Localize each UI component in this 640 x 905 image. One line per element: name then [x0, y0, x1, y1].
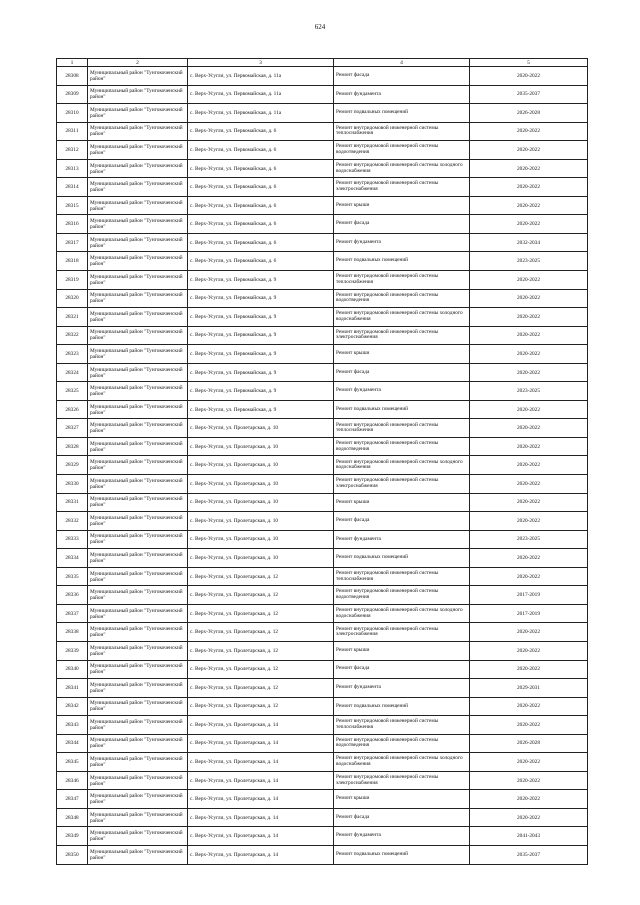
- table-row: [57, 326, 588, 345]
- table-row: [57, 530, 588, 549]
- row-number: 28344: [57, 734, 88, 753]
- row-number: 28331: [57, 493, 88, 512]
- column-header: 4: [334, 59, 470, 67]
- table-row: [57, 549, 588, 568]
- period-cell: 2020-2022: [470, 345, 588, 364]
- work-type-cell: Ремонт подвальных помещений: [334, 104, 470, 123]
- row-number: 28330: [57, 475, 88, 494]
- municipality-cell: Муниципальный район "Тунгокоченский район": [88, 586, 188, 605]
- row-number: 28308: [57, 67, 88, 86]
- address-cell: с. Верх-Усугли, ул. Пролетарская, д. 10: [188, 512, 334, 531]
- address-cell: с. Верх-Усугли, ул. Первомайская, д. 11а: [188, 67, 334, 86]
- work-type-cell: Ремонт фасада: [334, 512, 470, 531]
- table-row: [57, 456, 588, 475]
- period-cell: 2020-2022: [470, 437, 588, 456]
- municipality-cell: Муниципальный район "Тунгокоченский район": [88, 549, 188, 568]
- address-cell: с. Верх-Усугли, ул. Пролетарская, д. 14: [188, 771, 334, 790]
- municipality-cell: Муниципальный район "Тунгокоченский район": [88, 697, 188, 716]
- work-type-cell: Ремонт фундамента: [334, 679, 470, 698]
- period-cell: 2020-2022: [470, 456, 588, 475]
- work-type-cell: Ремонт внутридомовой инженерной системы водоотведения: [334, 289, 470, 308]
- municipality-cell: Муниципальный район "Тунгокоченский район": [88, 567, 188, 586]
- table-row: [57, 623, 588, 642]
- municipality-cell: Муниципальный район "Тунгокоченский район": [88, 363, 188, 382]
- table-row: [57, 697, 588, 716]
- work-type-cell: Ремонт фасада: [334, 660, 470, 679]
- address-cell: с. Верх-Усугли, ул. Пролетарская, д. 14: [188, 716, 334, 735]
- municipality-cell: Муниципальный район "Тунгокоченский район": [88, 382, 188, 401]
- table-row: [57, 512, 588, 531]
- row-number: 28333: [57, 530, 88, 549]
- address-cell: с. Верх-Усугли, ул. Пролетарская, д. 12: [188, 641, 334, 660]
- municipality-cell: Муниципальный район "Тунгокоченский район": [88, 419, 188, 438]
- row-number: 28348: [57, 808, 88, 827]
- period-cell: 2035-2037: [470, 845, 588, 864]
- address-cell: с. Верх-Усугли, ул. Пролетарская, д. 10: [188, 549, 334, 568]
- address-cell: с. Верх-Усугли, ул. Пролетарская, д. 12: [188, 660, 334, 679]
- row-number: 28347: [57, 790, 88, 809]
- table-row: [57, 567, 588, 586]
- period-cell: 2032-2034: [470, 233, 588, 252]
- address-cell: с. Верх-Усугли, ул. Пролетарская, д. 10: [188, 493, 334, 512]
- municipality-cell: Муниципальный район "Тунгокоченский район": [88, 308, 188, 327]
- municipality-cell: Муниципальный район "Тунгокоченский район": [88, 289, 188, 308]
- municipality-cell: Муниципальный район "Тунгокоченский район": [88, 641, 188, 660]
- municipality-cell: Муниципальный район "Тунгокоченский район": [88, 326, 188, 345]
- work-type-cell: Ремонт подвальных помещений: [334, 845, 470, 864]
- work-type-cell: Ремонт внутридомовой инженерной системы холодного водоснабжения: [334, 456, 470, 475]
- period-cell: 2020-2022: [470, 808, 588, 827]
- table-row: [57, 252, 588, 271]
- table-row: [57, 790, 588, 809]
- work-type-cell: Ремонт внутридомовой инженерной системы электроснабжения: [334, 326, 470, 345]
- table-row: [57, 289, 588, 308]
- table-row: [57, 845, 588, 864]
- period-cell: 2017-2019: [470, 586, 588, 605]
- table-row: [57, 233, 588, 252]
- table-row: [57, 104, 588, 123]
- work-type-cell: Ремонт фундамента: [334, 530, 470, 549]
- row-number: 28345: [57, 753, 88, 772]
- table-row: [57, 141, 588, 160]
- row-number: 28342: [57, 697, 88, 716]
- row-number: 28341: [57, 679, 88, 698]
- period-cell: 2020-2022: [470, 771, 588, 790]
- municipality-cell: Муниципальный район "Тунгокоченский район": [88, 159, 188, 178]
- work-type-cell: Ремонт крыши: [334, 196, 470, 215]
- municipality-cell: Муниципальный район "Тунгокоченский район": [88, 400, 188, 419]
- row-number: 28349: [57, 827, 88, 846]
- address-cell: с. Верх-Усугли, ул. Первомайская, д. 9: [188, 308, 334, 327]
- period-cell: 2020-2022: [470, 289, 588, 308]
- table-row: [57, 753, 588, 772]
- row-number: 28339: [57, 641, 88, 660]
- column-header: 2: [88, 59, 188, 67]
- municipality-cell: Муниципальный район "Тунгокоченский район": [88, 271, 188, 290]
- period-cell: 2020-2022: [470, 512, 588, 531]
- period-cell: 2020-2022: [470, 697, 588, 716]
- period-cell: 2026-2028: [470, 104, 588, 123]
- period-cell: 2020-2022: [470, 623, 588, 642]
- period-cell: 2020-2022: [470, 141, 588, 160]
- table-row: [57, 437, 588, 456]
- work-type-cell: Ремонт внутридомовой инженерной системы водоотведения: [334, 586, 470, 605]
- period-cell: 2020-2022: [470, 400, 588, 419]
- row-number: 28310: [57, 104, 88, 123]
- table-row: [57, 122, 588, 141]
- table-row: [57, 734, 588, 753]
- row-number: 28337: [57, 604, 88, 623]
- address-cell: с. Верх-Усугли, ул. Пролетарская, д. 14: [188, 734, 334, 753]
- column-header: 3: [188, 59, 334, 67]
- municipality-cell: Муниципальный район "Тунгокоченский район": [88, 716, 188, 735]
- work-type-cell: Ремонт внутридомовой инженерной системы электроснабжения: [334, 771, 470, 790]
- work-type-cell: Ремонт внутридомовой инженерной системы электроснабжения: [334, 178, 470, 197]
- table-row: [57, 641, 588, 660]
- period-cell: 2026-2028: [470, 734, 588, 753]
- row-number: 28323: [57, 345, 88, 364]
- address-cell: с. Верх-Усугли, ул. Пролетарская, д. 12: [188, 567, 334, 586]
- municipality-cell: Муниципальный район "Тунгокоченский район": [88, 215, 188, 234]
- table-row: [57, 771, 588, 790]
- table-body: [57, 67, 588, 865]
- work-type-cell: Ремонт внутридомовой инженерной системы холодного водоснабжения: [334, 753, 470, 772]
- address-cell: с. Верх-Усугли, ул. Пролетарская, д. 14: [188, 827, 334, 846]
- registry-table: [56, 58, 588, 865]
- address-cell: с. Верх-Усугли, ул. Пролетарская, д. 14: [188, 753, 334, 772]
- table-row: [57, 827, 588, 846]
- table-row: [57, 604, 588, 623]
- address-cell: с. Верх-Усугли, ул. Пролетарская, д. 12: [188, 604, 334, 623]
- table-row: [57, 660, 588, 679]
- period-cell: 2020-2022: [470, 178, 588, 197]
- period-cell: 2020-2022: [470, 641, 588, 660]
- period-cell: 2020-2022: [470, 493, 588, 512]
- table-row: [57, 679, 588, 698]
- period-cell: 2020-2022: [470, 363, 588, 382]
- work-type-cell: Ремонт внутридомовой инженерной системы теплоснабжения: [334, 419, 470, 438]
- table-row: [57, 159, 588, 178]
- period-cell: 2020-2022: [470, 716, 588, 735]
- address-cell: с. Верх-Усугли, ул. Пролетарская, д. 12: [188, 623, 334, 642]
- table-row: [57, 363, 588, 382]
- work-type-cell: Ремонт внутридомовой инженерной системы водоотведения: [334, 437, 470, 456]
- row-number: 28343: [57, 716, 88, 735]
- row-number: 28316: [57, 215, 88, 234]
- municipality-cell: Муниципальный район "Тунгокоченский район": [88, 845, 188, 864]
- row-number: 28340: [57, 660, 88, 679]
- period-cell: 2029-2031: [470, 679, 588, 698]
- address-cell: с. Верх-Усугли, ул. Первомайская, д. 6: [188, 233, 334, 252]
- table-row: [57, 586, 588, 605]
- table-row: [57, 67, 588, 86]
- row-number: 28327: [57, 419, 88, 438]
- header-row: [57, 59, 588, 67]
- address-cell: с. Верх-Усугли, ул. Первомайская, д. 9: [188, 400, 334, 419]
- address-cell: с. Верх-Усугли, ул. Первомайская, д. 11а: [188, 104, 334, 123]
- period-cell: 2020-2022: [470, 419, 588, 438]
- municipality-cell: Муниципальный район "Тунгокоченский район": [88, 530, 188, 549]
- row-number: 28328: [57, 437, 88, 456]
- address-cell: с. Верх-Усугли, ул. Первомайская, д. 6: [188, 141, 334, 160]
- period-cell: 2020-2022: [470, 159, 588, 178]
- period-cell: 2020-2022: [470, 326, 588, 345]
- table-row: [57, 808, 588, 827]
- period-cell: 2023-2025: [470, 382, 588, 401]
- municipality-cell: Муниципальный район "Тунгокоченский район": [88, 141, 188, 160]
- municipality-cell: Муниципальный район "Тунгокоченский район": [88, 122, 188, 141]
- municipality-cell: Муниципальный район "Тунгокоченский район": [88, 475, 188, 494]
- row-number: 28334: [57, 549, 88, 568]
- row-number: 28319: [57, 271, 88, 290]
- row-number: 28313: [57, 159, 88, 178]
- work-type-cell: Ремонт крыши: [334, 345, 470, 364]
- period-cell: 2020-2022: [470, 753, 588, 772]
- table-row: [57, 178, 588, 197]
- period-cell: 2020-2022: [470, 308, 588, 327]
- row-number: 28338: [57, 623, 88, 642]
- work-type-cell: Ремонт крыши: [334, 790, 470, 809]
- table-row: [57, 85, 588, 104]
- address-cell: с. Верх-Усугли, ул. Первомайская, д. 9: [188, 289, 334, 308]
- work-type-cell: Ремонт внутридомовой инженерной системы теплоснабжения: [334, 716, 470, 735]
- address-cell: с. Верх-Усугли, ул. Первомайская, д. 6: [188, 215, 334, 234]
- municipality-cell: Муниципальный район "Тунгокоченский район": [88, 734, 188, 753]
- municipality-cell: Муниципальный район "Тунгокоченский район": [88, 604, 188, 623]
- period-cell: 2020-2022: [470, 67, 588, 86]
- work-type-cell: Ремонт фундамента: [334, 827, 470, 846]
- row-number: 28324: [57, 363, 88, 382]
- row-number: 28329: [57, 456, 88, 475]
- work-type-cell: Ремонт фундамента: [334, 85, 470, 104]
- table-row: [57, 345, 588, 364]
- row-number: 28336: [57, 586, 88, 605]
- period-cell: 2023-2025: [470, 530, 588, 549]
- row-number: 28320: [57, 289, 88, 308]
- address-cell: с. Верх-Усугли, ул. Первомайская, д. 9: [188, 363, 334, 382]
- municipality-cell: Муниципальный район "Тунгокоченский район": [88, 252, 188, 271]
- work-type-cell: Ремонт внутридомовой инженерной системы теплоснабжения: [334, 567, 470, 586]
- address-cell: с. Верх-Усугли, ул. Пролетарская, д. 12: [188, 697, 334, 716]
- address-cell: с. Верх-Усугли, ул. Пролетарская, д. 10: [188, 475, 334, 494]
- address-cell: с. Верх-Усугли, ул. Пролетарская, д. 10: [188, 456, 334, 475]
- municipality-cell: Муниципальный район "Тунгокоченский район": [88, 456, 188, 475]
- address-cell: с. Верх-Усугли, ул. Первомайская, д. 9: [188, 382, 334, 401]
- municipality-cell: Муниципальный район "Тунгокоченский район": [88, 233, 188, 252]
- address-cell: с. Верх-Усугли, ул. Первомайская, д. 9: [188, 271, 334, 290]
- work-type-cell: Ремонт внутридомовой инженерной системы холодного водоснабжения: [334, 604, 470, 623]
- work-type-cell: Ремонт подвальных помещений: [334, 549, 470, 568]
- row-number: 28321: [57, 308, 88, 327]
- municipality-cell: Муниципальный район "Тунгокоченский район": [88, 660, 188, 679]
- municipality-cell: Муниципальный район "Тунгокоченский район": [88, 808, 188, 827]
- work-type-cell: Ремонт фасада: [334, 215, 470, 234]
- address-cell: с. Верх-Усугли, ул. Первомайская, д. 11а: [188, 85, 334, 104]
- row-number: 28335: [57, 567, 88, 586]
- work-type-cell: Ремонт внутридомовой инженерной системы теплоснабжения: [334, 271, 470, 290]
- address-cell: с. Верх-Усугли, ул. Пролетарская, д. 14: [188, 808, 334, 827]
- work-type-cell: Ремонт внутридомовой инженерной системы водоотведения: [334, 734, 470, 753]
- work-type-cell: Ремонт внутридомовой инженерной системы электроснабжения: [334, 623, 470, 642]
- address-cell: с. Верх-Усугли, ул. Пролетарская, д. 14: [188, 845, 334, 864]
- municipality-cell: Муниципальный район "Тунгокоченский район": [88, 679, 188, 698]
- work-type-cell: Ремонт подвальных помещений: [334, 252, 470, 271]
- row-number: 28350: [57, 845, 88, 864]
- work-type-cell: Ремонт внутридомовой инженерной системы теплоснабжения: [334, 122, 470, 141]
- work-type-cell: Ремонт внутридомовой инженерной системы электроснабжения: [334, 475, 470, 494]
- work-type-cell: Ремонт фундамента: [334, 382, 470, 401]
- municipality-cell: Муниципальный район "Тунгокоченский район": [88, 790, 188, 809]
- municipality-cell: Муниципальный район "Тунгокоченский район": [88, 512, 188, 531]
- work-type-cell: Ремонт крыши: [334, 493, 470, 512]
- address-cell: с. Верх-Усугли, ул. Пролетарская, д. 14: [188, 790, 334, 809]
- municipality-cell: Муниципальный район "Тунгокоченский район": [88, 753, 188, 772]
- address-cell: с. Верх-Усугли, ул. Первомайская, д. 6: [188, 196, 334, 215]
- row-number: 28317: [57, 233, 88, 252]
- table-row: [57, 308, 588, 327]
- municipality-cell: Муниципальный район "Тунгокоченский район": [88, 827, 188, 846]
- work-type-cell: Ремонт внутридомовой инженерной системы водоотведения: [334, 141, 470, 160]
- address-cell: с. Верх-Усугли, ул. Первомайская, д. 6: [188, 122, 334, 141]
- work-type-cell: Ремонт фасада: [334, 67, 470, 86]
- period-cell: 2023-2025: [470, 252, 588, 271]
- row-number: 28315: [57, 196, 88, 215]
- municipality-cell: Муниципальный район "Тунгокоченский район": [88, 771, 188, 790]
- address-cell: с. Верх-Усугли, ул. Первомайская, д. 6: [188, 159, 334, 178]
- address-cell: с. Верх-Усугли, ул. Первомайская, д. 6: [188, 252, 334, 271]
- address-cell: с. Верх-Усугли, ул. Первомайская, д. 9: [188, 345, 334, 364]
- period-cell: 2020-2022: [470, 215, 588, 234]
- table-row: [57, 196, 588, 215]
- row-number: 28325: [57, 382, 88, 401]
- municipality-cell: Муниципальный район "Тунгокоченский район": [88, 196, 188, 215]
- row-number: 28326: [57, 400, 88, 419]
- row-number: 28314: [57, 178, 88, 197]
- address-cell: с. Верх-Усугли, ул. Пролетарская, д. 10: [188, 419, 334, 438]
- row-number: 28322: [57, 326, 88, 345]
- period-cell: 2020-2022: [470, 549, 588, 568]
- table-row: [57, 716, 588, 735]
- column-header: 5: [470, 59, 588, 67]
- municipality-cell: Муниципальный район "Тунгокоченский район": [88, 85, 188, 104]
- period-cell: 2020-2022: [470, 567, 588, 586]
- work-type-cell: Ремонт фундамента: [334, 233, 470, 252]
- work-type-cell: Ремонт подвальных помещений: [334, 697, 470, 716]
- address-cell: с. Верх-Усугли, ул. Первомайская, д. 9: [188, 326, 334, 345]
- municipality-cell: Муниципальный район "Тунгокоченский район": [88, 104, 188, 123]
- period-cell: 2020-2022: [470, 196, 588, 215]
- row-number: 28311: [57, 122, 88, 141]
- table-row: [57, 493, 588, 512]
- address-cell: с. Верх-Усугли, ул. Пролетарская, д. 12: [188, 679, 334, 698]
- municipality-cell: Муниципальный район "Тунгокоченский район": [88, 437, 188, 456]
- period-cell: 2020-2022: [470, 271, 588, 290]
- address-cell: с. Верх-Усугли, ул. Пролетарская, д. 10: [188, 530, 334, 549]
- address-cell: с. Верх-Усугли, ул. Пролетарская, д. 10: [188, 437, 334, 456]
- work-type-cell: Ремонт фасада: [334, 363, 470, 382]
- row-number: 28309: [57, 85, 88, 104]
- period-cell: 2017-2019: [470, 604, 588, 623]
- work-type-cell: Ремонт внутридомовой инженерной системы холодного водоснабжения: [334, 159, 470, 178]
- row-number: 28346: [57, 771, 88, 790]
- period-cell: 2035-2037: [470, 85, 588, 104]
- table-row: [57, 475, 588, 494]
- municipality-cell: Муниципальный район "Тунгокоченский район": [88, 67, 188, 86]
- municipality-cell: Муниципальный район "Тунгокоченский район": [88, 493, 188, 512]
- row-number: 28312: [57, 141, 88, 160]
- period-cell: 2020-2022: [470, 475, 588, 494]
- municipality-cell: Муниципальный район "Тунгокоченский район": [88, 178, 188, 197]
- municipality-cell: Муниципальный район "Тунгокоченский район": [88, 345, 188, 364]
- period-cell: 2020-2022: [470, 122, 588, 141]
- work-type-cell: Ремонт внутридомовой инженерной системы холодного водоснабжения: [334, 308, 470, 327]
- row-number: 28332: [57, 512, 88, 531]
- municipality-cell: Муниципальный район "Тунгокоченский район": [88, 623, 188, 642]
- table-row: [57, 419, 588, 438]
- table-row: [57, 271, 588, 290]
- period-cell: 2020-2022: [470, 790, 588, 809]
- page-number: 624: [314, 23, 326, 31]
- work-type-cell: Ремонт крыши: [334, 641, 470, 660]
- address-cell: с. Верх-Усугли, ул. Пролетарская, д. 12: [188, 586, 334, 605]
- work-type-cell: Ремонт подвальных помещений: [334, 400, 470, 419]
- period-cell: 2020-2022: [470, 660, 588, 679]
- row-number: 28318: [57, 252, 88, 271]
- table-row: [57, 400, 588, 419]
- period-cell: 2041-2043: [470, 827, 588, 846]
- table-row: [57, 215, 588, 234]
- table-row: [57, 382, 588, 401]
- work-type-cell: Ремонт фасада: [334, 808, 470, 827]
- address-cell: с. Верх-Усугли, ул. Первомайская, д. 6: [188, 178, 334, 197]
- column-header: 1: [57, 59, 88, 67]
